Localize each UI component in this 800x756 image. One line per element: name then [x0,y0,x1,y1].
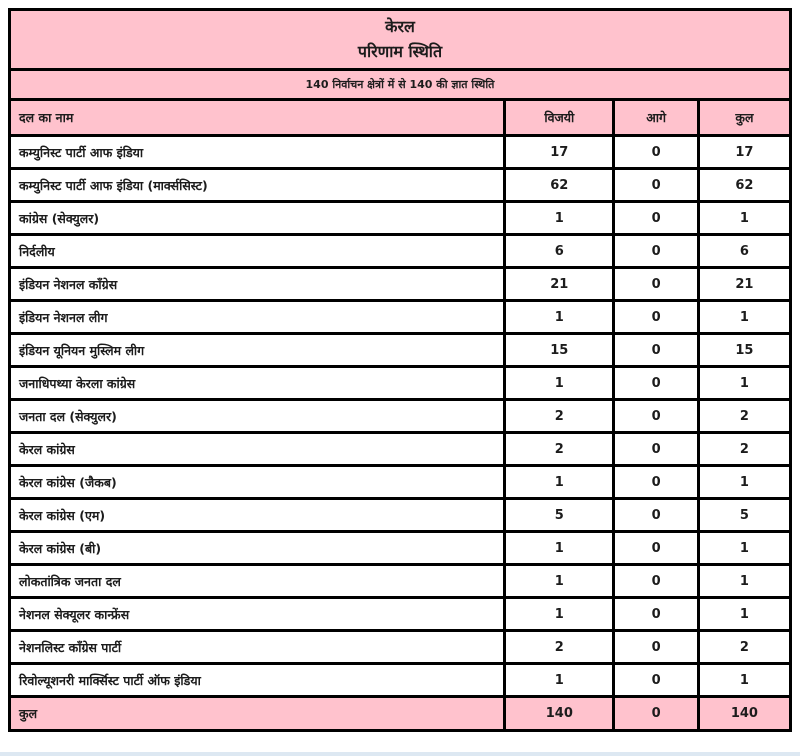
table-row [10,400,791,433]
total-cell: 2 [698,631,790,664]
title-row [10,10,791,70]
total-cell: 17 [698,136,790,169]
leading-cell: 0 [614,202,698,235]
leading-cell: 0 [614,664,698,697]
total-cell: 1 [698,598,790,631]
constituency-status-text: 140 निर्वाचन क्षेत्रों में से 140 की ज्ञात स्थिति [10,70,791,100]
total-cell: 15 [698,334,790,367]
leading-cell: 0 [614,367,698,400]
total-cell: 2 [698,400,790,433]
won-cell: 6 [505,235,614,268]
leading-cell: 0 [614,499,698,532]
table-row [10,499,791,532]
total-row [10,697,791,731]
leading-cell: 0 [614,235,698,268]
party-name-cell: केरल कांग्रेस (जैकब) [10,466,505,499]
won-cell: 15 [505,334,614,367]
table-row [10,598,791,631]
total-won-cell: 140 [505,697,614,731]
party-name-cell: कांग्रेस (सेक्युलर) [10,202,505,235]
party-name-cell: कम्युनिस्ट पार्टी आफ इंडिया (मार्क्ससिस्ट) [10,169,505,202]
state-title-block [10,10,791,70]
table-row [10,565,791,598]
leading-cell: 0 [614,136,698,169]
total-cell: 1 [698,202,790,235]
won-cell: 2 [505,433,614,466]
leading-cell: 0 [614,400,698,433]
page-title: परिणाम स्थिति [357,41,443,61]
leading-cell: 0 [614,301,698,334]
total-cell: 1 [698,532,790,565]
party-name-cell: नेशनल सेक्यूलर कान्फ्रेंस [10,598,505,631]
won-cell: 62 [505,169,614,202]
party-name-cell: इंडियन नेशनल काँग्रेस [10,268,505,301]
table-row [10,367,791,400]
won-cell: 1 [505,367,614,400]
leading-cell: 0 [614,598,698,631]
party-name-cell: केरल कांग्रेस (बी) [10,532,505,565]
party-name-cell: इंडियन नेशनल लीग [10,301,505,334]
won-cell: 2 [505,631,614,664]
won-cell: 21 [505,268,614,301]
won-cell: 17 [505,136,614,169]
total-total-cell: 140 [698,697,790,731]
leading-cell: 0 [614,268,698,301]
party-name-cell: केरल कांग्रेस (एम) [10,499,505,532]
column-header-won: विजयी [505,100,614,136]
total-cell: 62 [698,169,790,202]
won-cell: 1 [505,202,614,235]
table-row [10,631,791,664]
column-header-leading: आगे [614,100,698,136]
won-cell: 1 [505,466,614,499]
total-cell: 1 [698,664,790,697]
won-cell: 1 [505,598,614,631]
party-name-cell: केरल कांग्रेस [10,433,505,466]
table-row [10,202,791,235]
subtitle-row [10,70,791,100]
total-cell: 1 [698,466,790,499]
party-name-cell: इंडियन यूनियन मुस्लिम लीग [10,334,505,367]
won-cell: 5 [505,499,614,532]
total-cell: 1 [698,367,790,400]
total-cell: 2 [698,433,790,466]
leading-cell: 0 [614,532,698,565]
party-name-cell: रिवोल्यूशनरी मार्क्सिस्ट पार्टी ऑफ इंडिया [10,664,505,697]
table-row [10,301,791,334]
table-row [10,466,791,499]
won-cell: 1 [505,301,614,334]
leading-cell: 0 [614,466,698,499]
party-name-cell: कम्युनिस्ट पार्टी आफ इंडिया [10,136,505,169]
party-name-cell: नेशनलिस्ट काँग्रेस पार्टी [10,631,505,664]
table-row [10,235,791,268]
leading-cell: 0 [614,334,698,367]
total-cell: 6 [698,235,790,268]
won-cell: 1 [505,664,614,697]
total-row-label: कुल [10,697,505,731]
results-body [10,136,791,697]
party-name-cell: जनाधिपथ्या केरला कांग्रेस [10,367,505,400]
total-cell: 21 [698,268,790,301]
won-cell: 2 [505,400,614,433]
party-name-cell: निर्दलीय [10,235,505,268]
table-row [10,532,791,565]
party-name-cell: जनता दल (सेक्युलर) [10,400,505,433]
column-header-party: दल का नाम [10,100,505,136]
column-header-total: कुल [698,100,790,136]
won-cell: 1 [505,532,614,565]
leading-cell: 0 [614,565,698,598]
won-cell: 1 [505,565,614,598]
state-name: केरल [385,16,415,36]
table-row [10,136,791,169]
total-cell: 1 [698,565,790,598]
table-row [10,169,791,202]
results-table [8,8,792,732]
column-header-row [10,100,791,136]
leading-cell: 0 [614,433,698,466]
total-leading-cell: 0 [614,697,698,731]
leading-cell: 0 [614,631,698,664]
page-bottom-strip [0,752,800,756]
party-name-cell: लोकतांत्रिक जनता दल [10,565,505,598]
table-row [10,268,791,301]
table-row [10,433,791,466]
total-cell: 5 [698,499,790,532]
total-cell: 1 [698,301,790,334]
table-row [10,334,791,367]
table-row [10,664,791,697]
leading-cell: 0 [614,169,698,202]
